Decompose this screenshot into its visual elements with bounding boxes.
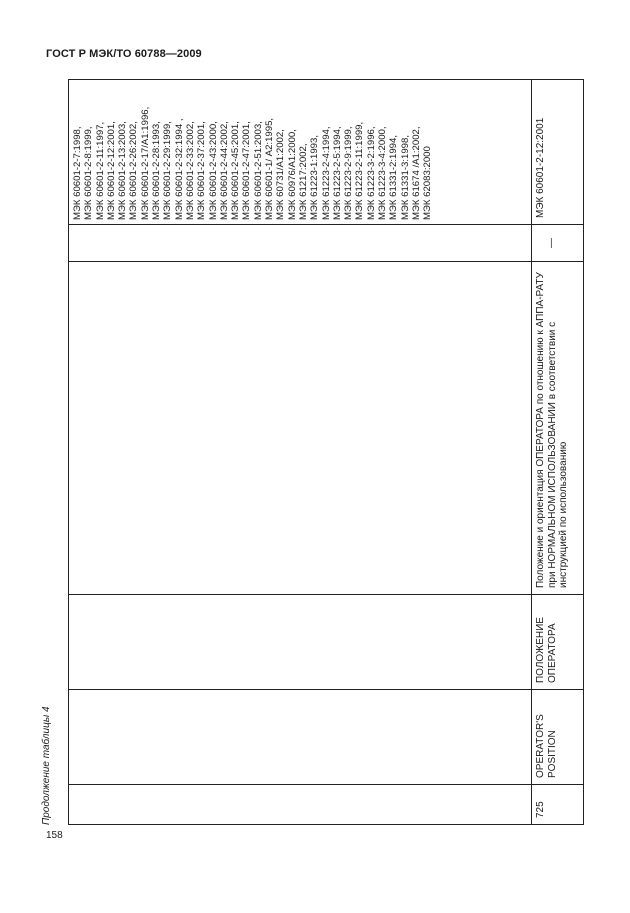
source-list-item: МЭК 61223-3-4:2000, [377, 126, 389, 220]
term-definition: Положение и ориентация ОПЕРАТОРА по отношению к АППА-РАТУ при НОРМАЛЬНОМ ИСПОЛЬЗОВАНИИ в соответствии с инструкцией по использованию [535, 272, 569, 588]
document-header: ГОСТ Р МЭК/ТО 60788—2009 [46, 48, 202, 60]
source-list-item: МЭК 60976/А1:2000, [286, 129, 298, 220]
cell-number-empty [69, 785, 532, 825]
source-list-item: МЭК 60601-2-32:1994 , [173, 118, 185, 220]
source-list-item: МЭК 61223-2-11:1999, [354, 121, 366, 220]
cell-definition-empty [69, 262, 532, 595]
source-list-item: МЭК 60601-2-17/А1:1996, [139, 106, 151, 220]
rotated-table-area [41, 80, 581, 825]
source-list-item: МЭК 60601-2-45:2001, [230, 121, 242, 220]
source-list-item: МЭК 60601-2-33:2002, [184, 121, 196, 220]
cell-number [532, 785, 584, 825]
source-list-item: МЭК 60601-2-12:2001, [105, 121, 117, 220]
cell-english-term [532, 690, 584, 785]
cell-definition [532, 262, 584, 595]
cell-source [532, 80, 584, 225]
source-list-item: МЭК 61331-3:1998, [399, 134, 411, 220]
source-list-item: МЭК 60601-2-8:1999, [83, 126, 95, 220]
source-list [69, 80, 437, 224]
source-list-item: МЭК 60601-2-51:2003, [252, 121, 264, 220]
cell-english-empty [69, 690, 532, 785]
terms-table [68, 79, 584, 825]
cell-russian-empty [69, 595, 532, 690]
table-row-725 [532, 80, 584, 825]
table-row-previous [69, 80, 532, 825]
page-number: 158 [46, 830, 63, 841]
source-list-item: МЭК 62083:2000 [422, 146, 434, 220]
source-list-item: МЭК 60601-2-26:2002, [128, 121, 140, 220]
source-list-item: МЭК 60601-2-11:1997, [94, 121, 106, 220]
russian-term: ПОЛОЖЕНИЕ ОПЕРАТОРА [535, 617, 558, 683]
source-list-item: МЭК 60601-2-13:2003, [117, 121, 129, 220]
source-list-item: МЭК 61217:2002, [297, 143, 309, 220]
source-list-item: МЭК 61331-2:1994, [388, 134, 400, 220]
term-source: МЭК 60601-2-12:2001 [535, 117, 546, 218]
table-caption: Продолжение таблицы 4 [41, 706, 52, 825]
source-list-item: МЭК 60601-2-7:1998, [72, 126, 83, 220]
source-list-item: МЭК 61223-2-9:1999, [343, 126, 355, 220]
source-list-item: МЭК 60731/А1:2002, [275, 129, 287, 220]
english-term: OPERATOR'S POSITION [535, 714, 558, 778]
source-list-item: МЭК 61223-2-5:1994, [331, 126, 343, 220]
source-list-item: МЭК 60601-2-47:2001, [241, 121, 253, 220]
source-list-item: МЭК 60601-2-28:1993, [151, 121, 163, 220]
source-list-item: МЭК 60601-2-44:2002, [218, 121, 230, 220]
term-number: 725 [535, 801, 546, 818]
source-list-item: МЭК 60601-1/ А2:1995, [264, 117, 276, 220]
cell-russian-term [532, 595, 584, 690]
source-list-item: МЭК 61674 /А1:2002, [410, 126, 422, 220]
source-list-item: МЭК 61223-3-2:1996, [365, 126, 377, 220]
cell-dash [532, 225, 584, 262]
source-list-item: МЭК 61223-1:1993, [309, 134, 321, 220]
cell-source-list [69, 80, 532, 225]
source-list-item: МЭК 60601-2-29:1999, [162, 121, 174, 220]
cell-dash-empty [69, 225, 532, 262]
source-list-item: МЭК 61223-2-4:1994, [320, 126, 332, 220]
source-list-item: МЭК 60601-2-37:2001, [196, 121, 208, 220]
source-list-item: МЭК 60601-2-43:2000, [207, 121, 219, 220]
dash-mark: — [546, 238, 557, 248]
